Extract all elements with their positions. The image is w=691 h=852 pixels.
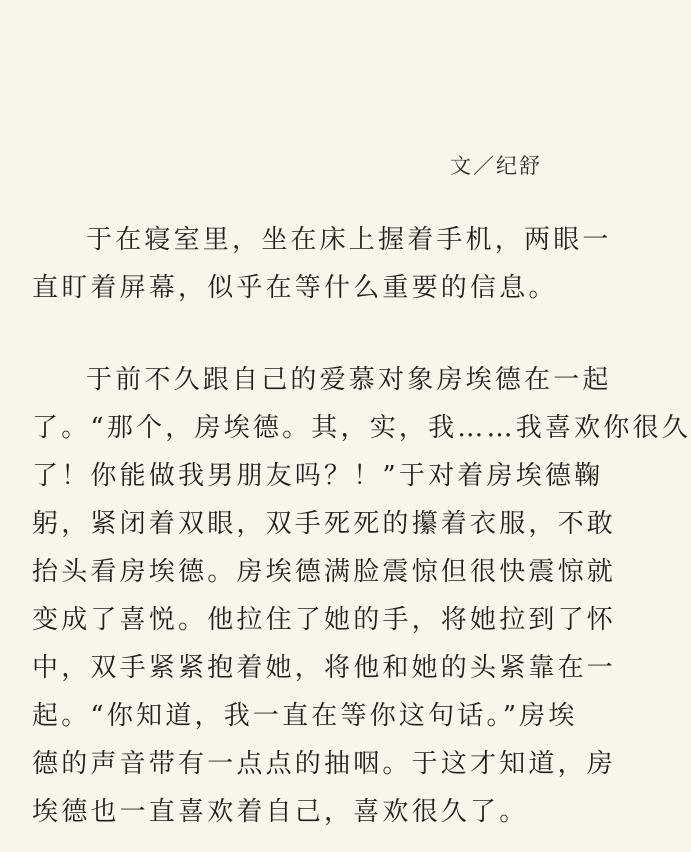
paragraph-line: 起。“你知道，我一直在等你这句话。”房埃 (32, 701, 578, 731)
paragraph-line: 抬头看房埃德。房埃德满脸震惊但很快震惊就 (32, 557, 617, 587)
paragraph-line: 了！你能做我男朋友吗？！”于对着房埃德鞠 (32, 461, 604, 491)
paragraph-line: 中，双手紧紧抱着她，将他和她的头紧靠在一 (32, 653, 617, 683)
paragraph-line: 于前不久跟自己的爱慕对象房埃德在一起 (86, 365, 612, 395)
paragraph-line: 变成了喜悦。他拉住了她的手，将她拉到了怀 (32, 605, 617, 635)
paragraph-line: 于在寝室里，坐在床上握着手机，两眼一 (86, 225, 612, 255)
paragraph-line: 躬，紧闭着双眼，双手死死的攥着衣服，不敢 (32, 509, 617, 539)
paragraph-line: 直盯着屏幕，似乎在等什么重要的信息。 (32, 273, 558, 303)
paragraph-line: 了。“那个，房埃德。其，实，我……我喜欢你很久 (32, 413, 691, 443)
paragraph-line: 德的声音带有一点点的抽咽。于这才知道，房 (32, 749, 617, 779)
paragraph-line: 埃德也一直喜欢着自己，喜欢很久了。 (32, 797, 529, 827)
author-byline: 文／纪舒 (450, 154, 542, 178)
